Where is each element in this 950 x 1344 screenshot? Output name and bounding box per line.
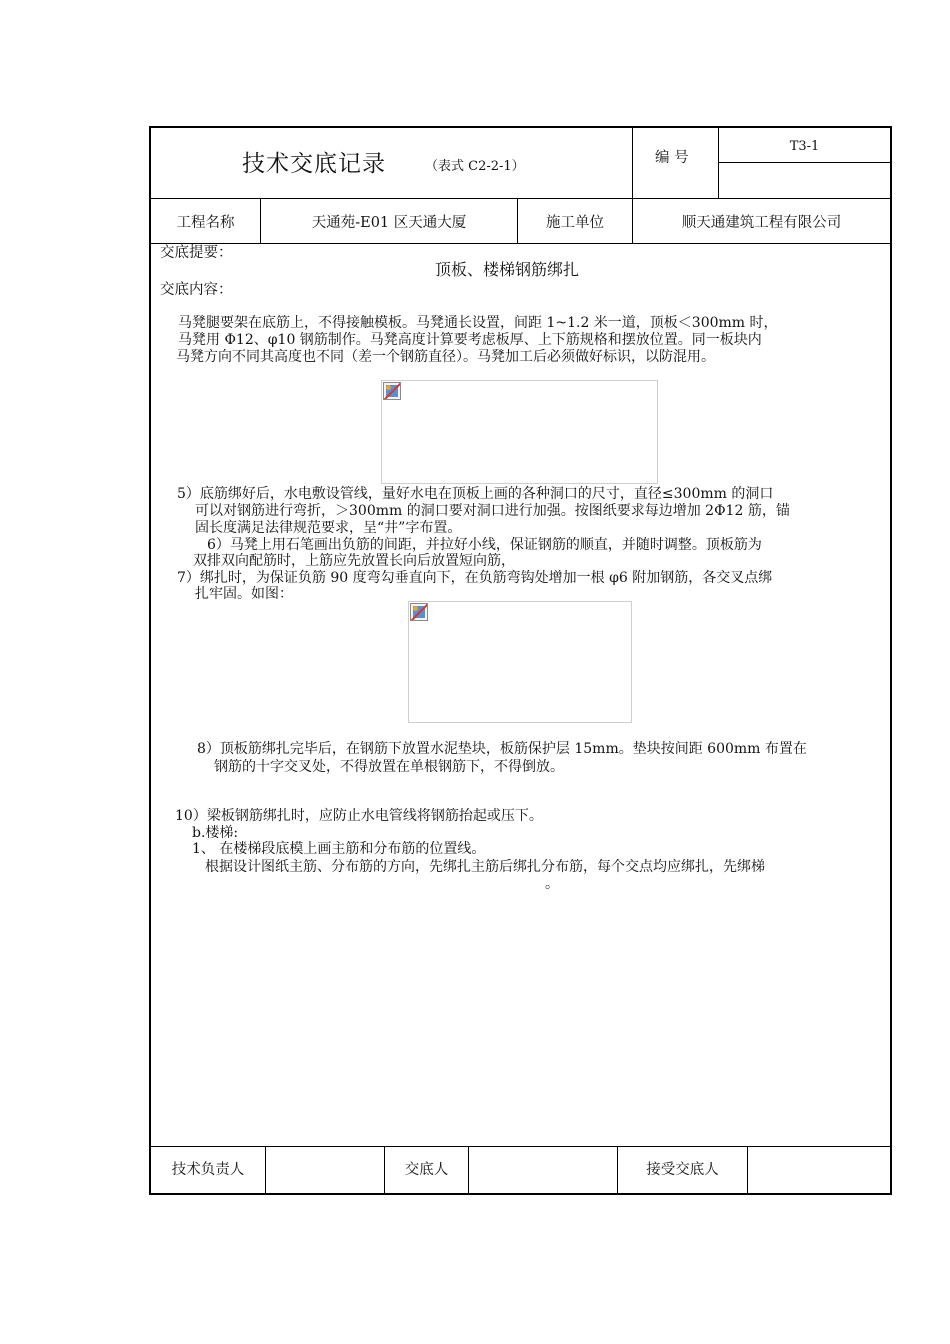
divider-number-cell	[718, 162, 890, 163]
content-line: 马凳用 Φ12、φ10 钢筋制作。马凳高度计算要考虑板厚、上下筋规格和摆放位置。同一板块内	[178, 332, 762, 348]
content-line: 。	[545, 876, 559, 892]
number-value: T3-1	[789, 139, 820, 154]
form-title: 技术交底记录	[242, 151, 386, 177]
content-line: 7）绑扎时，为保证负筋 90 度弯勾垂直向下，在负筋弯钩处增加一根 φ6 附加钢筋，各交叉点绑	[177, 570, 773, 586]
divider-header-bottom	[151, 198, 890, 199]
content-line: b.楼梯:	[192, 825, 239, 841]
content-line: 马凳方向不同其高度也不同（差一个钢筋直径）。马凳加工后必须做好标识，以防混用。	[176, 349, 715, 365]
summary-title: 顶板、楼梯钢筋绑扎	[435, 260, 580, 279]
form-code: （表式 C2-2-1）	[425, 159, 525, 174]
summary-label: 交底提要：	[160, 245, 233, 261]
divider-footer-3	[468, 1146, 469, 1193]
broken-image-icon	[410, 603, 428, 621]
content-line: 钢筋的十字交叉处，不得放置在单根钢筋下，不得倒放。	[214, 759, 564, 775]
construction-unit-label: 施工单位	[546, 215, 604, 231]
content-line: 10）梁板钢筋绑扎时，应防止水电管线将钢筋抬起或压下。	[175, 808, 543, 824]
content-line: 5）底筋绑好后，水电敷设管线，量好水电在顶板上画的各种洞口的尺寸，直径≤300mm 的洞口	[177, 486, 774, 502]
briefer-label: 交底人	[404, 1162, 449, 1178]
tech-lead-label: 技术负责人	[171, 1162, 245, 1178]
content-line: 6）马凳上用石笔画出负筋的间距，并拉好小线，保证钢筋的顺直，并随时调整。顶板筋为	[207, 537, 762, 553]
content-line: 双排双向配筋时，上筋应先放置长向后放置短向筋，	[193, 553, 515, 569]
receiver-label: 接受交底人	[646, 1162, 719, 1178]
number-label: 编 号	[655, 150, 689, 166]
content-line: 扎牢固。如图：	[195, 586, 293, 602]
content-line: 固长度满足法律规范要求，呈“井”字布置。	[195, 520, 462, 536]
content-line: 8）顶板筋绑扎完毕后，在钢筋下放置水泥垫块，板筋保护层 15mm。垫块按间距 600mm 布置在	[197, 741, 807, 757]
project-name-value: 天通苑-E01 区天通大厦	[311, 215, 467, 231]
content-line: 可以对钢筋进行弯折，＞300mm 的洞口要对洞口进行加强。按图纸要求每边增加 2Φ12 筋，锚	[195, 503, 790, 519]
content-line: 根据设计图纸主筋、分布筋的方向，先绑扎主筋后绑扎分布筋，每个交点均应绑扎，先绑梯	[205, 859, 765, 875]
construction-unit-value: 顺天通建筑工程有限公司	[681, 215, 842, 231]
content-label: 交底内容：	[160, 282, 233, 298]
content-line: 1、 在楼梯段底模上画主筋和分布筋的位置线。	[192, 841, 486, 857]
divider-project-row-bottom	[151, 243, 890, 244]
broken-image-placeholder	[408, 601, 632, 723]
content-line: 马凳腿要架在底筋上，不得接触模板。马凳通长设置，间距 1~1.2 米一道，顶板＜300mm 时，	[178, 315, 778, 331]
broken-image-placeholder	[381, 380, 658, 484]
divider-footer-top	[151, 1146, 890, 1147]
divider-footer-1	[265, 1146, 266, 1193]
broken-image-icon	[383, 382, 401, 400]
project-name-label: 工程名称	[176, 215, 235, 231]
divider-footer-5	[747, 1146, 748, 1193]
